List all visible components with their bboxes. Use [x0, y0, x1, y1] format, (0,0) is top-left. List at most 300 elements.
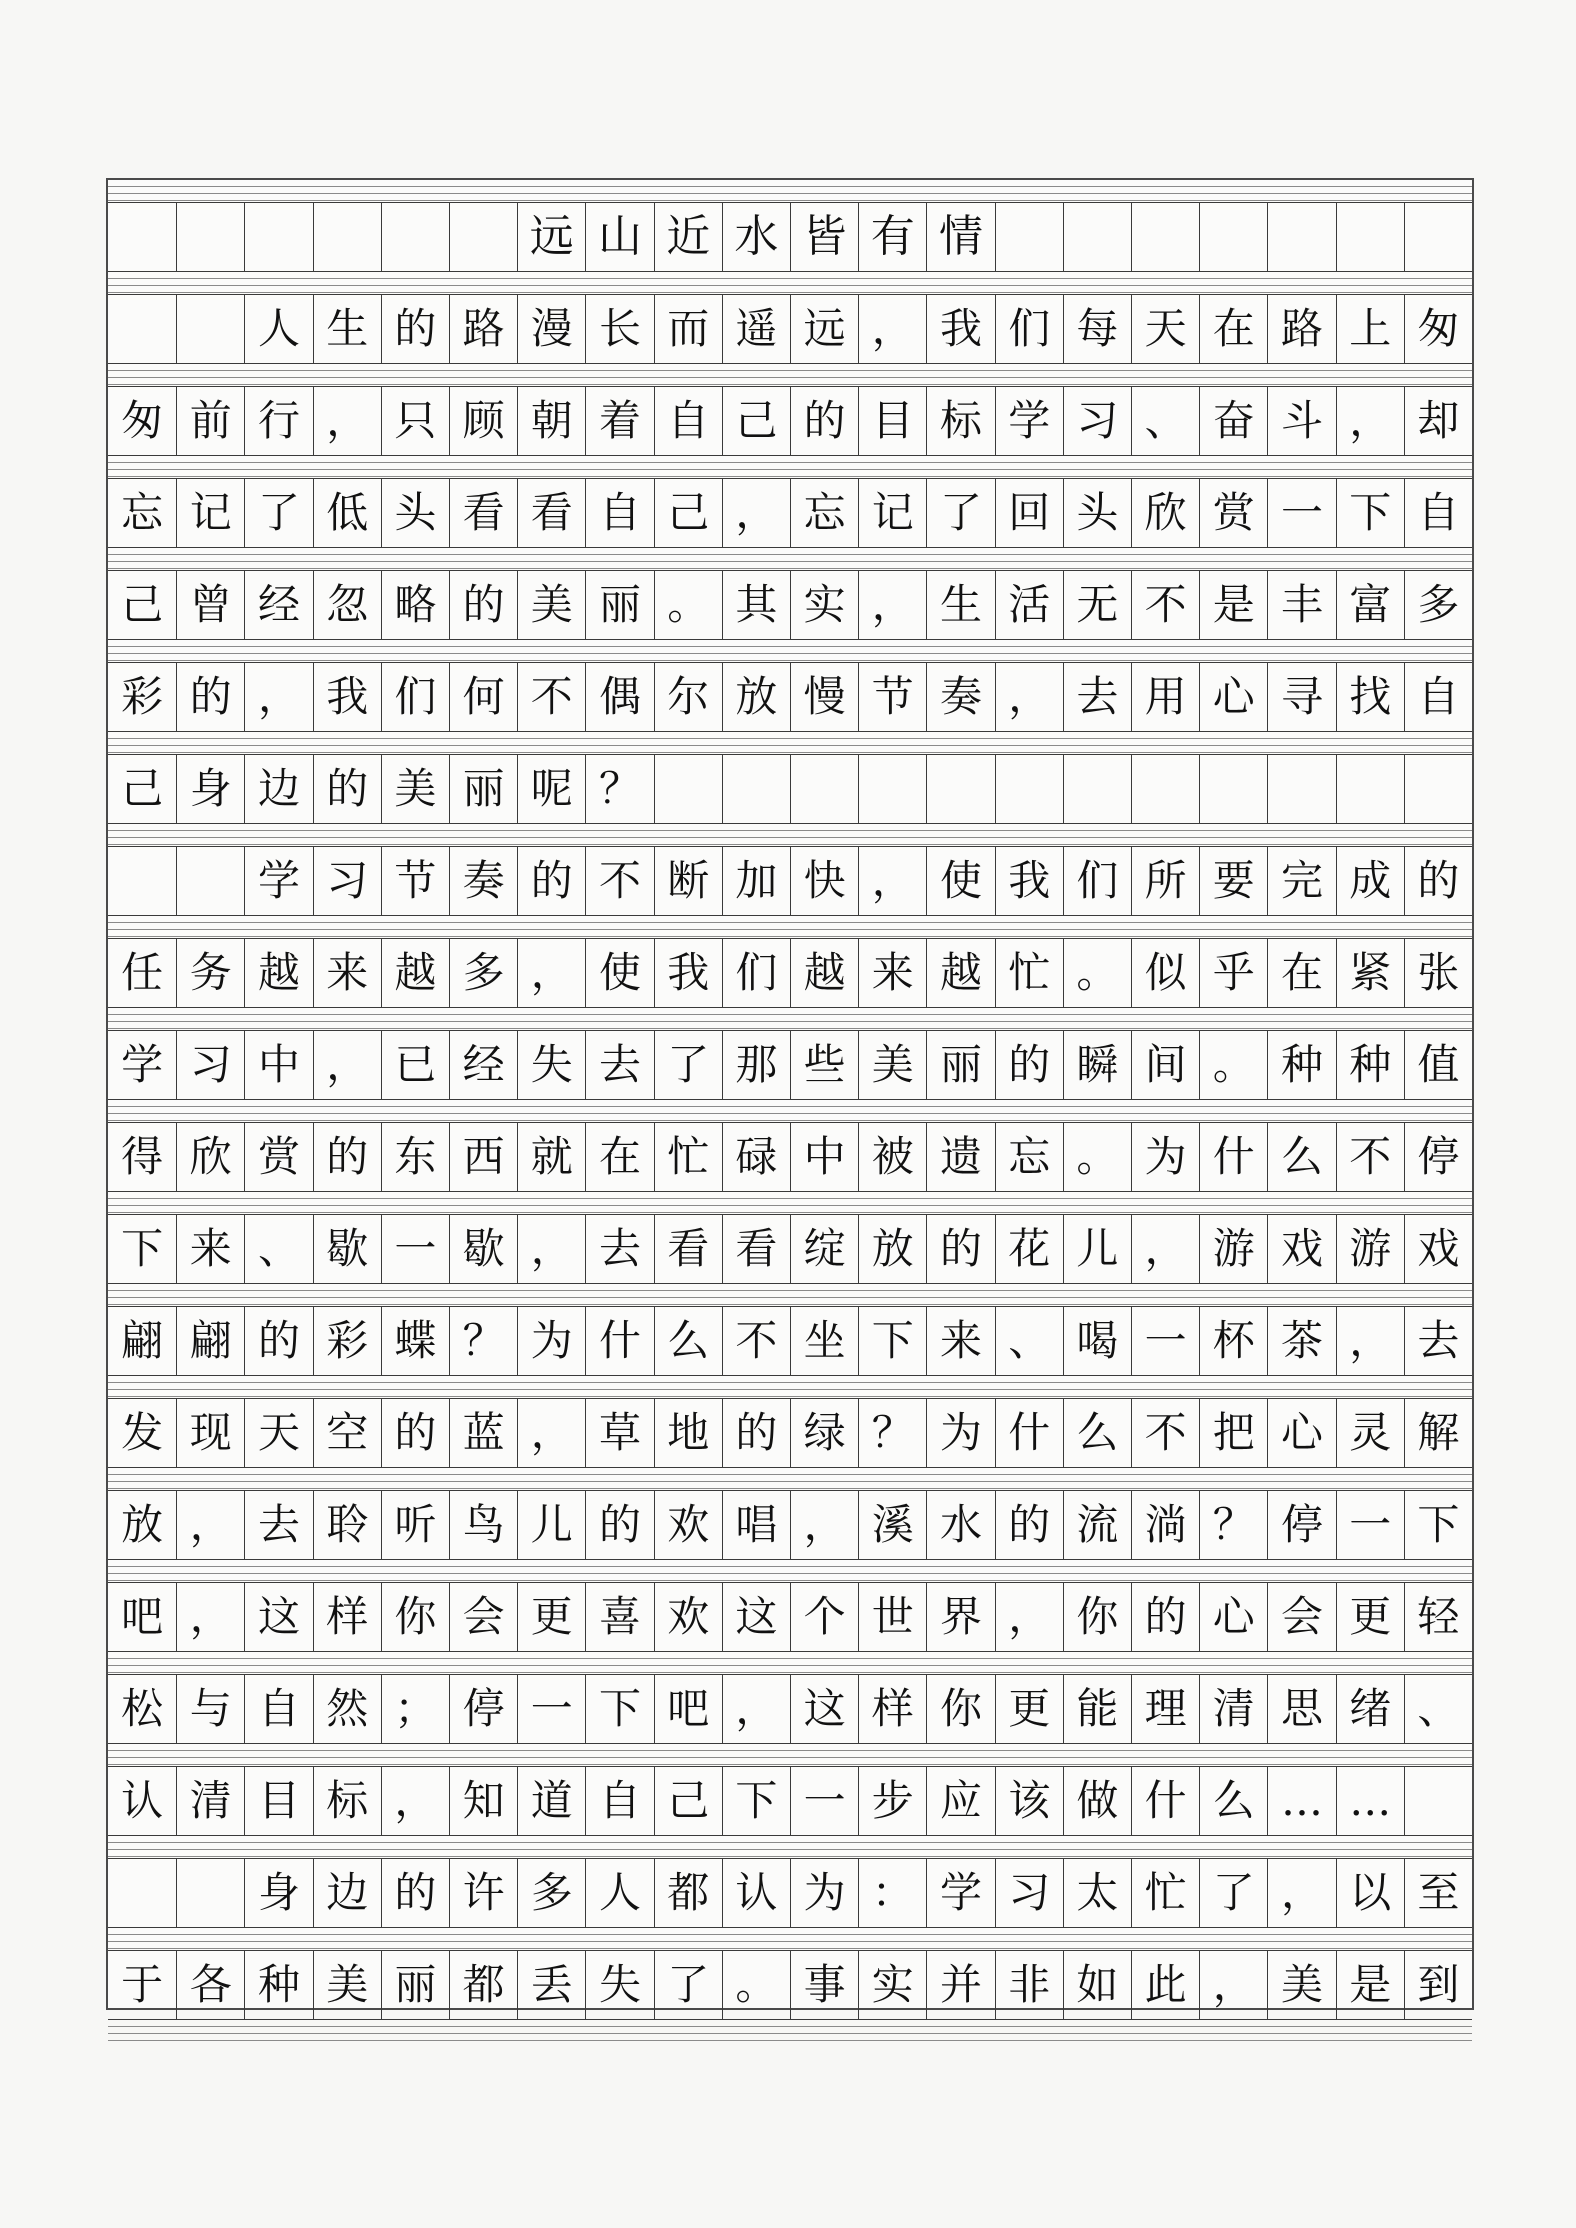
grid-cell: 偶 [585, 663, 653, 731]
grid-cell: 们 [995, 295, 1063, 363]
grid-cell: 欣 [176, 1123, 244, 1191]
grid-cell: 淌 [1131, 1491, 1199, 1559]
grid-cell: 松 [121, 1684, 164, 1733]
grid-cell: 的 [926, 1215, 994, 1283]
text-row-17 [108, 1766, 1472, 1836]
grid-cell: 碌 [722, 1123, 790, 1191]
grid-cell: 你 [926, 1675, 994, 1743]
grid-cell: ： [858, 1859, 926, 1927]
grid-cell: 应 [926, 1767, 994, 1835]
grid-cell: 瞬 [1063, 1031, 1131, 1099]
grid-cell: 什 [995, 1399, 1063, 1467]
grid-cell: 清 [176, 1767, 244, 1835]
grid-cell: 经 [244, 571, 312, 639]
grid-cell: 的 [1404, 847, 1472, 915]
grid-cell: 们 [722, 939, 790, 1007]
grid-cell: 己 [121, 764, 164, 813]
grid-cell: 各 [176, 1951, 244, 2019]
grid-cell: 下 [1404, 1491, 1472, 1559]
grid-cell: 一 [1131, 1307, 1199, 1375]
grid-cell: 任 [121, 948, 164, 997]
grid-cell: 游 [1336, 1215, 1404, 1283]
grid-cell: 己 [654, 1767, 722, 1835]
ruled-band-11 [108, 1192, 1472, 1214]
grid-cell: 自 [1404, 663, 1472, 731]
grid-cell: 一 [790, 1767, 858, 1835]
grid-cell: 每 [1063, 295, 1131, 363]
grid-cell [1267, 755, 1335, 823]
grid-cell: 什 [1199, 1123, 1267, 1191]
grid-cell: ， [1336, 1307, 1404, 1375]
grid-cell: 越 [790, 939, 858, 1007]
grid-cell: 漫 [517, 295, 585, 363]
grid-cell: 为 [1131, 1123, 1199, 1191]
grid-cell: 的 [449, 571, 517, 639]
grid-cell: 了 [654, 1951, 722, 2019]
grid-cell: 间 [1131, 1031, 1199, 1099]
grid-cell: 杯 [1199, 1307, 1267, 1375]
grid-cell: 就 [517, 1123, 585, 1191]
grid-cell: 为 [517, 1307, 585, 1375]
grid-cell: 看 [517, 479, 585, 547]
grid-cell: 把 [1199, 1399, 1267, 1467]
ruled-band-10 [108, 1100, 1472, 1122]
grid-cell: 习 [995, 1859, 1063, 1927]
grid-cell: 紧 [1336, 939, 1404, 1007]
grid-cell: 下 [121, 1224, 164, 1273]
ruled-band-20 [108, 2020, 1472, 2042]
grid-cell: 的 [381, 1859, 449, 1927]
grid-cell: 长 [585, 295, 653, 363]
grid-cell: 值 [1404, 1031, 1472, 1099]
grid-cell: 会 [1267, 1583, 1335, 1651]
grid-cell: 绽 [790, 1215, 858, 1283]
grid-cell: 节 [381, 847, 449, 915]
grid-cell [722, 755, 790, 823]
grid-cell: 放 [121, 1500, 164, 1549]
grid-cell [108, 847, 176, 915]
grid-cell: 习 [313, 847, 381, 915]
grid-cell: 生 [313, 295, 381, 363]
grid-cell: 丽 [926, 1031, 994, 1099]
grid-cell: 。 [1063, 939, 1131, 1007]
grid-cell: 寻 [1267, 663, 1335, 731]
grid-cell: 自 [585, 479, 653, 547]
grid-cell: 如 [1063, 1951, 1131, 2019]
grid-cell: ？ [449, 1307, 517, 1375]
grid-cell: 路 [1267, 295, 1335, 363]
grid-cell: 行 [244, 387, 312, 455]
grid-cell: 的 [381, 1399, 449, 1467]
grid-cell: 天 [1131, 295, 1199, 363]
grid-cell: 坐 [790, 1307, 858, 1375]
grid-cell: 头 [381, 479, 449, 547]
grid-cell: 喜 [585, 1583, 653, 1651]
grid-cell: 使 [585, 939, 653, 1007]
grid-cell: ？ [1199, 1491, 1267, 1559]
grid-cell [1131, 755, 1199, 823]
grid-cell: 己 [722, 387, 790, 455]
grid-cell: 吧 [121, 1592, 164, 1641]
title-cell: 有 [858, 203, 926, 271]
grid-cell: 个 [790, 1583, 858, 1651]
grid-cell: ， [176, 1583, 244, 1651]
grid-cell: 赏 [1199, 479, 1267, 547]
grid-cell: 你 [381, 1583, 449, 1651]
grid-cell [176, 295, 244, 363]
title-cell [449, 203, 517, 271]
grid-cell: 越 [381, 939, 449, 1007]
ruled-band-7 [108, 824, 1472, 846]
grid-cell: 并 [926, 1951, 994, 2019]
grid-cell: ， [995, 663, 1063, 731]
grid-cell: … [1267, 1767, 1335, 1835]
grid-cell: 去 [1063, 663, 1131, 731]
text-row-12 [108, 1306, 1472, 1376]
grid-cell: 么 [1267, 1123, 1335, 1191]
grid-cell: 停 [1267, 1491, 1335, 1559]
grid-cell: 完 [1267, 847, 1335, 915]
ruled-band-1 [108, 272, 1472, 294]
grid-cell: 空 [313, 1399, 381, 1467]
grid-cell: 美 [1267, 1951, 1335, 2019]
grid-cell: 界 [926, 1583, 994, 1651]
grid-cell: 何 [449, 663, 517, 731]
grid-cell: 看 [722, 1215, 790, 1283]
grid-cell: ， [1267, 1859, 1335, 1927]
grid-cell: 下 [722, 1767, 790, 1835]
grid-cell: 做 [1063, 1767, 1131, 1835]
title-cell [1267, 203, 1335, 271]
grid-cell: 斗 [1267, 387, 1335, 455]
grid-cell: 草 [585, 1399, 653, 1467]
grid-cell: 目 [244, 1767, 312, 1835]
grid-cell: 的 [313, 1123, 381, 1191]
grid-cell: 绪 [1336, 1675, 1404, 1743]
title-cell: 皆 [790, 203, 858, 271]
grid-cell: 流 [1063, 1491, 1131, 1559]
grid-cell: 至 [1404, 1859, 1472, 1927]
grid-cell: 心 [1199, 663, 1267, 731]
grid-cell: 儿 [517, 1491, 585, 1559]
grid-cell: 这 [722, 1583, 790, 1651]
grid-cell: 唱 [722, 1491, 790, 1559]
grid-cell: 放 [858, 1215, 926, 1283]
ruled-band-18 [108, 1836, 1472, 1858]
grid-cell [108, 295, 176, 363]
grid-cell: 到 [1404, 1951, 1472, 2019]
grid-cell: 我 [313, 663, 381, 731]
grid-cell: 的 [1131, 1583, 1199, 1651]
grid-cell: ？ [858, 1399, 926, 1467]
ruled-band-19 [108, 1928, 1472, 1950]
grid-cell: 样 [858, 1675, 926, 1743]
grid-cell: ， [313, 387, 381, 455]
grid-cell: 停 [1404, 1123, 1472, 1191]
grid-cell: 那 [722, 1031, 790, 1099]
grid-cell: 于 [121, 1960, 164, 2009]
grid-cell: ， [517, 939, 585, 1007]
title-row [108, 202, 1472, 272]
grid-cell: 无 [1063, 571, 1131, 639]
grid-cell: 忘 [995, 1123, 1063, 1191]
grid-cell: ， [722, 1675, 790, 1743]
grid-cell: 都 [654, 1859, 722, 1927]
grid-cell: 记 [858, 479, 926, 547]
grid-cell: 欣 [1131, 479, 1199, 547]
grid-cell: 中 [244, 1031, 312, 1099]
grid-cell: 快 [790, 847, 858, 915]
grid-cell: 样 [313, 1583, 381, 1651]
grid-cell: ， [995, 1583, 1063, 1651]
title-cell [108, 203, 176, 271]
grid-cell: 世 [858, 1583, 926, 1651]
grid-cell: 学 [244, 847, 312, 915]
grid-cell: 看 [449, 479, 517, 547]
grid-cell: 奏 [926, 663, 994, 731]
grid-cell [995, 755, 1063, 823]
grid-cell: 。 [1199, 1031, 1267, 1099]
grid-cell: 张 [1404, 939, 1472, 1007]
grid-cell: 着 [585, 387, 653, 455]
grid-cell [1404, 755, 1472, 823]
title-cell [244, 203, 312, 271]
grid-cell: 丽 [381, 1951, 449, 2019]
grid-cell: 得 [121, 1132, 164, 1181]
grid-cell: 富 [1336, 571, 1404, 639]
grid-cell: 更 [517, 1583, 585, 1651]
text-row-15 [108, 1582, 1472, 1652]
grid-cell: ， [244, 663, 312, 731]
grid-cell: 非 [995, 1951, 1063, 2019]
grid-cell: ？ [585, 755, 653, 823]
title-cell: 山 [585, 203, 653, 271]
grid-cell: ； [381, 1675, 449, 1743]
grid-cell: 一 [517, 1675, 585, 1743]
grid-cell: 事 [790, 1951, 858, 2019]
grid-cell: 彩 [121, 672, 164, 721]
grid-cell: 、 [1404, 1675, 1472, 1743]
grid-cell: 用 [1131, 663, 1199, 731]
grid-cell: 一 [381, 1215, 449, 1283]
grid-cell: 的 [313, 755, 381, 823]
grid-cell: 自 [244, 1675, 312, 1743]
grid-cell: 是 [1199, 571, 1267, 639]
grid-cell: 听 [381, 1491, 449, 1559]
grid-cell: 一 [1336, 1491, 1404, 1559]
grid-cell: 东 [381, 1123, 449, 1191]
grid-cell: 去 [585, 1031, 653, 1099]
grid-cell: ， [858, 295, 926, 363]
grid-cell: 的 [176, 663, 244, 731]
grid-cell: 断 [654, 847, 722, 915]
grid-cell: ， [517, 1399, 585, 1467]
ruled-band-5 [108, 640, 1472, 662]
grid-cell: 的 [995, 1031, 1063, 1099]
grid-cell: ， [858, 571, 926, 639]
grid-cell: 慢 [790, 663, 858, 731]
text-row-11 [108, 1214, 1472, 1284]
grid-cell: 天 [244, 1399, 312, 1467]
grid-cell: 标 [926, 387, 994, 455]
grid-cell: 翩 [176, 1307, 244, 1375]
grid-cell: 么 [1199, 1767, 1267, 1835]
grid-cell: 去 [244, 1491, 312, 1559]
grid-cell: 了 [244, 479, 312, 547]
grid-cell: 我 [926, 295, 994, 363]
grid-cell: 许 [449, 1859, 517, 1927]
grid-cell: 要 [1199, 847, 1267, 915]
grid-cell: 了 [926, 479, 994, 547]
grid-cell: ， [1199, 1951, 1267, 2019]
grid-cell: 聆 [313, 1491, 381, 1559]
grid-cell: 顾 [449, 387, 517, 455]
grid-cell: 什 [585, 1307, 653, 1375]
grid-cell: 认 [722, 1859, 790, 1927]
title-cell [1131, 203, 1199, 271]
grid-cell: ， [858, 847, 926, 915]
text-row-18 [108, 1858, 1472, 1928]
title-cell [381, 203, 449, 271]
grid-cell: 不 [517, 663, 585, 731]
grid-cell: 种 [1267, 1031, 1335, 1099]
grid-cell: 了 [1199, 1859, 1267, 1927]
grid-cell: ， [381, 1767, 449, 1835]
grid-cell: 的 [244, 1307, 312, 1375]
grid-cell: 路 [449, 295, 517, 363]
grid-cell: 越 [926, 939, 994, 1007]
grid-cell: 标 [313, 1767, 381, 1835]
grid-cell: 美 [517, 571, 585, 639]
grid-cell: 地 [654, 1399, 722, 1467]
grid-cell: 么 [654, 1307, 722, 1375]
grid-cell: 道 [517, 1767, 585, 1835]
grid-cell: … [1336, 1767, 1404, 1835]
grid-cell: 匆 [1404, 295, 1472, 363]
text-row-10 [108, 1122, 1472, 1192]
grid-cell: 更 [1336, 1583, 1404, 1651]
ruled-band-6 [108, 732, 1472, 754]
grid-cell: 放 [722, 663, 790, 731]
grid-cell: 忘 [790, 479, 858, 547]
grid-cell: 遥 [722, 295, 790, 363]
text-row-5 [108, 662, 1472, 732]
grid-cell: 茶 [1267, 1307, 1335, 1375]
grid-cell: 戏 [1404, 1215, 1472, 1283]
grid-cell: 使 [926, 847, 994, 915]
text-row-2 [108, 386, 1472, 456]
text-row-19 [108, 1950, 1472, 2020]
title-cell [176, 203, 244, 271]
grid-cell: 似 [1131, 939, 1199, 1007]
grid-cell: 已 [381, 1031, 449, 1099]
grid-cell: 什 [1131, 1767, 1199, 1835]
grid-cell: 这 [790, 1675, 858, 1743]
ruled-band-13 [108, 1376, 1472, 1398]
grid-cell: ， [517, 1215, 585, 1283]
ruled-band-16 [108, 1652, 1472, 1674]
grid-cell [176, 847, 244, 915]
grid-cell: 却 [1404, 387, 1472, 455]
ruled-band-2 [108, 364, 1472, 386]
grid-cell: 蝶 [381, 1307, 449, 1375]
grid-cell: 该 [995, 1767, 1063, 1835]
grid-cell: 失 [585, 1951, 653, 2019]
text-row-6 [108, 754, 1472, 824]
grid-cell: 学 [121, 1040, 164, 1089]
grid-cell: 经 [449, 1031, 517, 1099]
grid-cell: 溪 [858, 1491, 926, 1559]
grid-cell: 记 [176, 479, 244, 547]
grid-cell: 游 [1199, 1215, 1267, 1283]
grid-cell: 下 [1336, 479, 1404, 547]
grid-cell: 欢 [654, 1583, 722, 1651]
grid-cell: 边 [313, 1859, 381, 1927]
grid-cell: 在 [1199, 295, 1267, 363]
grid-cell: 的 [790, 387, 858, 455]
grid-cell: 边 [244, 755, 312, 823]
grid-cell: 而 [654, 295, 722, 363]
grid-cell: 了 [654, 1031, 722, 1099]
text-row-7 [108, 846, 1472, 916]
grid-cell: 奏 [449, 847, 517, 915]
grid-cell: 的 [381, 295, 449, 363]
grid-cell: 我 [654, 939, 722, 1007]
grid-cell: 发 [121, 1408, 164, 1457]
grid-cell: 更 [995, 1675, 1063, 1743]
grid-cell: 彩 [313, 1307, 381, 1375]
grid-cell: ， [790, 1491, 858, 1559]
grid-cell: 多 [449, 939, 517, 1007]
grid-cell: 看 [654, 1215, 722, 1283]
grid-cell: 美 [858, 1031, 926, 1099]
grid-cell: 你 [1063, 1583, 1131, 1651]
grid-cell: 理 [1131, 1675, 1199, 1743]
title-cell: 近 [654, 203, 722, 271]
grid-cell: 其 [722, 571, 790, 639]
grid-cell: 步 [858, 1767, 926, 1835]
title-cell: 情 [926, 203, 994, 271]
grid-cell: 们 [1063, 847, 1131, 915]
grid-cell [654, 755, 722, 823]
grid-cell: 尔 [654, 663, 722, 731]
grid-cell: 喝 [1063, 1307, 1131, 1375]
text-row-9 [108, 1030, 1472, 1100]
grid-cell: 戏 [1267, 1215, 1335, 1283]
grid-cell [1336, 755, 1404, 823]
grid-cell: 鸟 [449, 1491, 517, 1559]
grid-cell: 蓝 [449, 1399, 517, 1467]
grid-cell [1063, 755, 1131, 823]
grid-cell: 不 [1131, 571, 1199, 639]
grid-cell: 美 [313, 1951, 381, 2019]
grid-cell: 曾 [176, 571, 244, 639]
grid-cell: 在 [1267, 939, 1335, 1007]
grid-cell: 实 [790, 571, 858, 639]
grid-cell: 这 [244, 1583, 312, 1651]
grid-cell: ， [722, 479, 790, 547]
grid-cell: 能 [1063, 1675, 1131, 1743]
grid-cell: 中 [790, 1123, 858, 1191]
grid-cell: 们 [381, 663, 449, 731]
grid-cell: 认 [121, 1776, 164, 1825]
grid-cell: 丽 [585, 571, 653, 639]
grid-cell: 来 [858, 939, 926, 1007]
grid-cell: 种 [244, 1951, 312, 2019]
grid-cell: 为 [790, 1859, 858, 1927]
grid-cell: 越 [244, 939, 312, 1007]
grid-cell: 身 [244, 1859, 312, 1927]
